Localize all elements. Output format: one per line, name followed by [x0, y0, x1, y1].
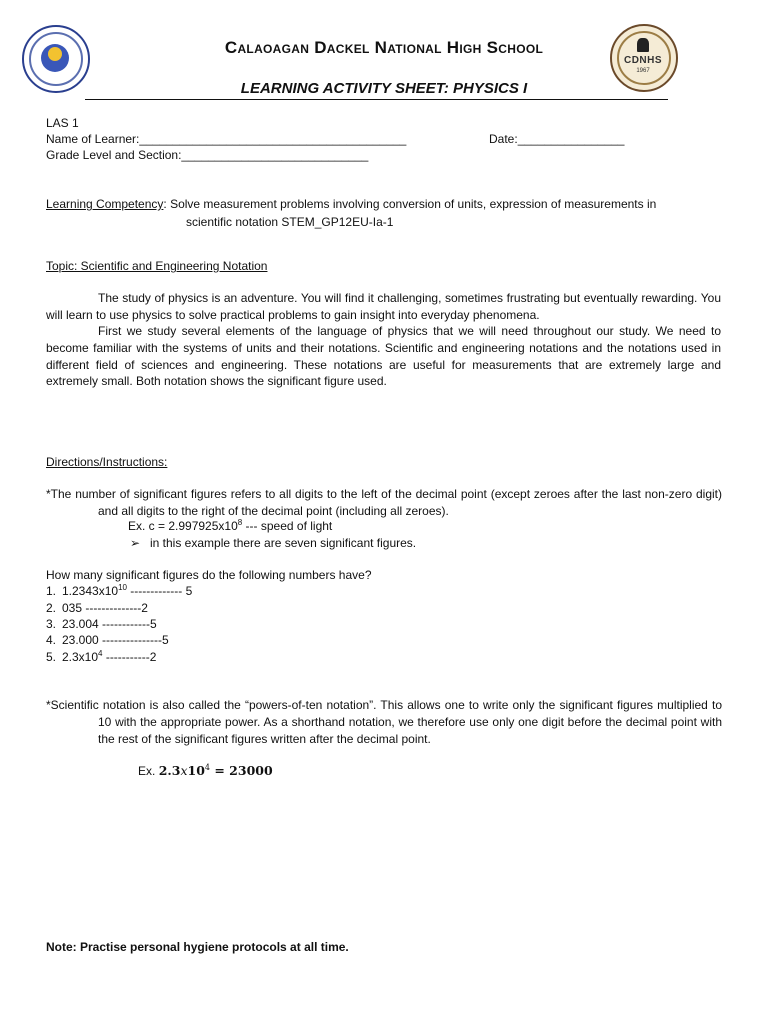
list-item: 5. $2.3x10^4$ -----------2	[46, 649, 157, 664]
scientific-example	[138, 763, 273, 778]
list-item: 3. 23.004 ------------5	[46, 617, 157, 631]
school-logo-initials: CDNHS	[623, 55, 663, 66]
learner-name-blank: ________________________________________	[139, 132, 407, 146]
bullet-note	[130, 536, 416, 550]
scientific-example-label: Ex.	[138, 764, 156, 778]
learner-name-label: Name of Learner:	[46, 132, 140, 146]
grade-section-blank: ____________________________	[181, 148, 369, 162]
date-label: Date:	[489, 132, 518, 146]
example-prefix: Ex. c = 2.997925x10	[128, 519, 238, 533]
date-field[interactable]	[489, 132, 624, 146]
arrow-bullet-icon: ➢	[130, 536, 141, 550]
las-number: LAS 1	[46, 116, 79, 130]
learner-name-field[interactable]	[46, 132, 406, 146]
list-item: 4. 23.000 ---------------5	[46, 633, 169, 647]
scientific-example-equation: $2.3x10^4 = 23000$	[158, 763, 273, 778]
intro-paragraph-2: First we study several elements of the language of physics that we will need throughout our study. We need to become familiar with the systems of units and their notations. Scientific and engineering notations and the notations used in different field of sciences and engineering. These notations are useful for measurements that are extremely large and extremely small. Both notation shows the significant figure used.	[46, 324, 721, 389]
header-divider	[85, 99, 668, 100]
sheet-title: LEARNING ACTIVITY SHEET: PHYSICS I	[240, 80, 528, 97]
school-logo-year: 1967	[636, 68, 650, 74]
grade-section-field[interactable]	[46, 148, 368, 162]
list-item: 1. $1.2343x10^{10}$ ------------- 5	[46, 583, 193, 598]
example-exponent: 8	[237, 518, 243, 527]
date-blank: ________________	[517, 132, 625, 146]
example-suffix: --- speed of light	[242, 519, 333, 533]
competency-code: scientific notation STEM_GP12EU-Ia-1	[186, 215, 394, 229]
list-item: 2. 035 --------------2	[46, 601, 148, 615]
topic-heading: Topic: Scientific and Engineering Notation	[46, 259, 268, 273]
competency-text: : Solve measurement problems involving conversion of units, expression of measurements in	[163, 197, 657, 211]
hygiene-note: Note: Practise personal hygiene protocols at all time.	[46, 940, 349, 954]
competency-label: Learning Competency	[46, 197, 164, 211]
speed-of-light-example	[128, 519, 332, 533]
learning-competency	[46, 197, 656, 211]
school-name: Calaoagan Dackel National High School	[224, 38, 544, 57]
bullet-text: in this example there are seven significant figures.	[150, 536, 417, 550]
scientific-notation-paragraph: *Scientific notation is also called the “powers-of-ten notation”. This allows one to write only the significant figures multiplied to 10 with the appropriate power. As a shorthand notation, we therefore use only one digit before the decimal point with the rest of the significant figures written after the decimal point.	[46, 698, 722, 746]
directions-heading: Directions/Instructions:	[46, 455, 168, 469]
grade-section-label: Grade Level and Section:	[46, 148, 182, 162]
sig-fig-rule: *The number of significant figures refers to all digits to the left of the decimal point (except zeroes after the last non-zero digit) and all digits to the right of the decimal point (including all zeroes).	[46, 487, 722, 518]
intro-paragraph-1: The study of physics is an adventure. You will find it challenging, sometimes frustrating but eventually rewarding. You will learn to use physics to solve practical problems to gain insight into everyday phenomena.	[46, 291, 721, 322]
question-prompt: How many significant figures do the following numbers have?	[46, 568, 372, 582]
